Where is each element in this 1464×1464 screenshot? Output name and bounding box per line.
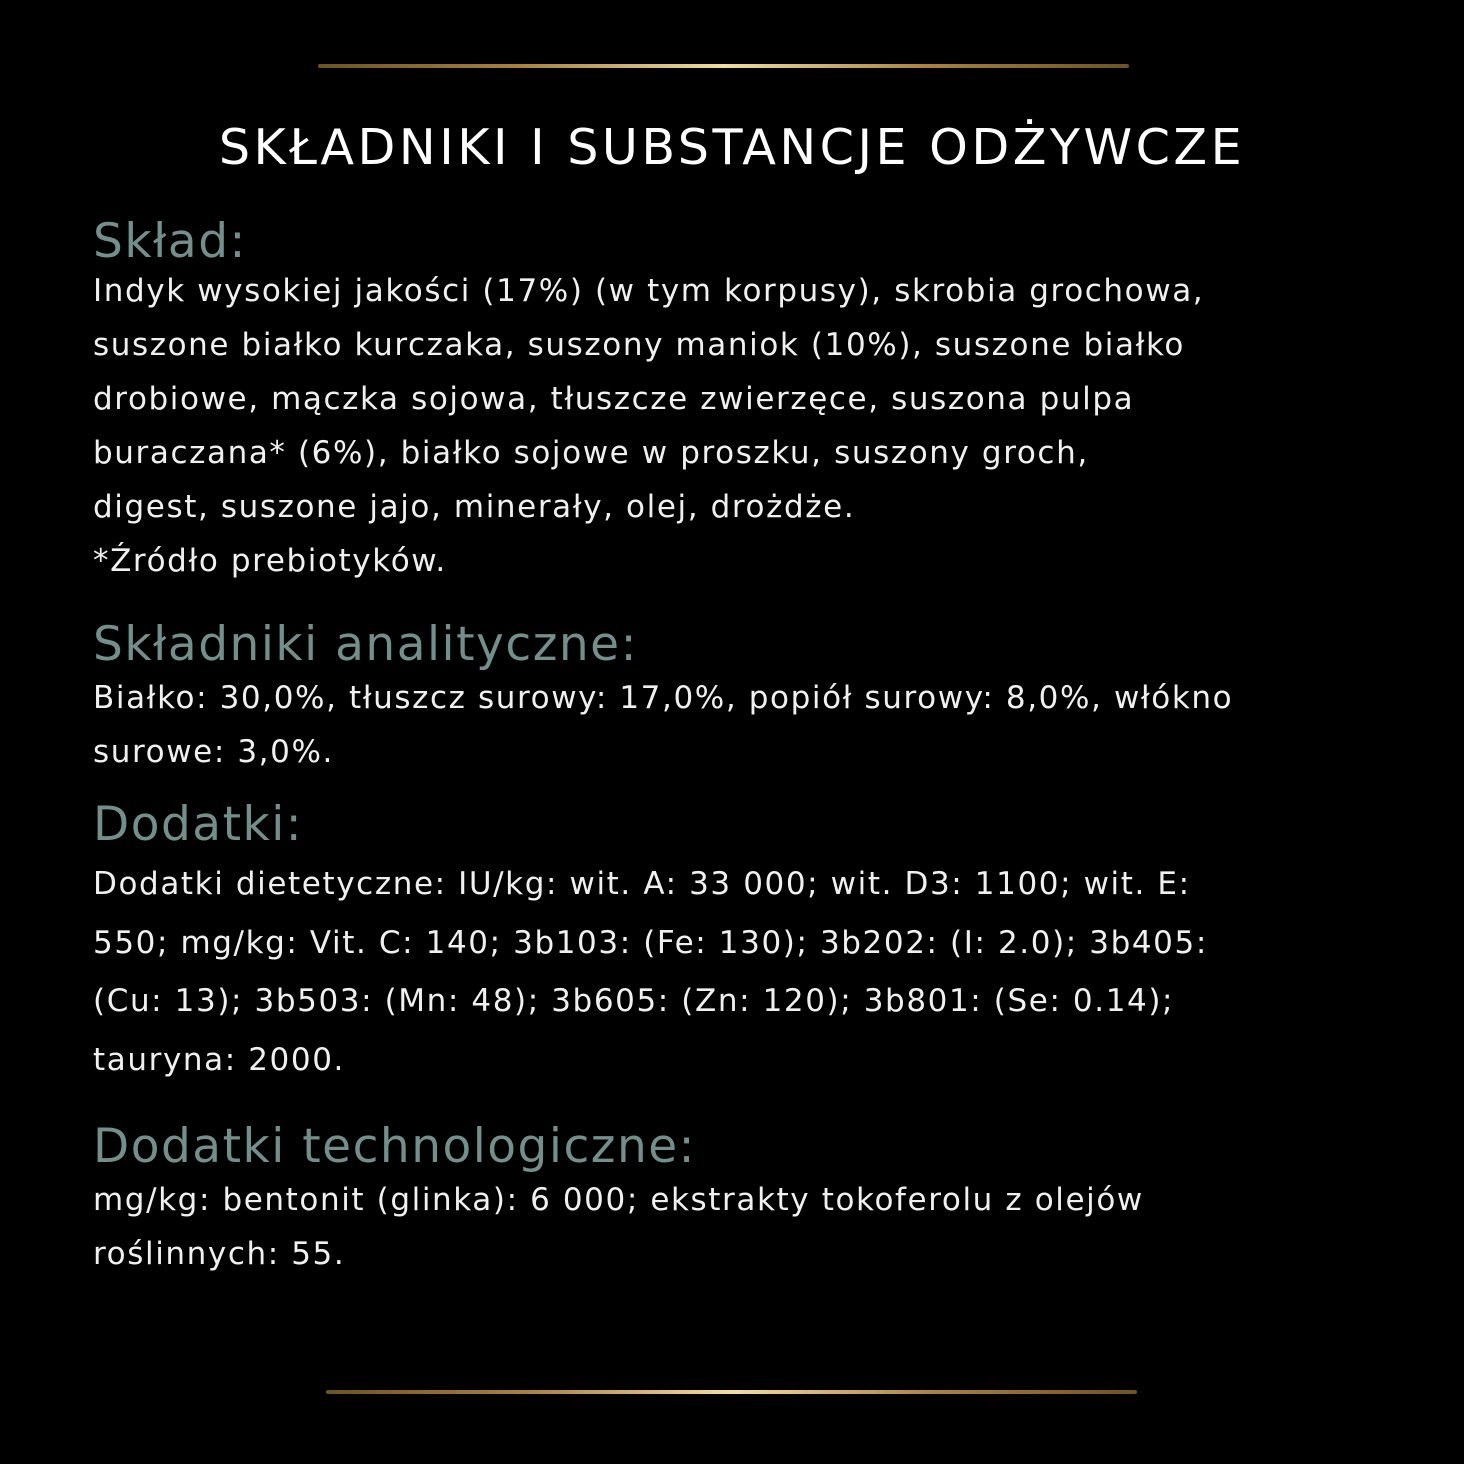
technological-line: roślinnych: 55. <box>93 1236 346 1272</box>
technological-additives-heading: Dodatki technologiczne: <box>93 1119 696 1174</box>
additives-heading: Dodatki: <box>93 797 304 852</box>
composition-line: suszone białko kurczaka, suszony maniok (10%), suszone białko <box>93 327 1185 363</box>
technological-additives-text <box>93 1173 1413 1281</box>
analytical-text <box>93 671 1413 779</box>
composition-line: buraczana* (6%), białko sojowe w proszku, suszony groch, <box>93 435 1089 471</box>
analytical-line: Białko: 30,0%, tłuszcz surowy: 17,0%, popiół surowy: 8,0%, włókno <box>93 680 1234 716</box>
additives-line: tauryna: 2000. <box>93 1041 345 1078</box>
technological-additives-section <box>93 1115 1413 1281</box>
additives-line: 550; mg/kg: Vit. C: 140; 3b103: (Fe: 130); 3b202: (I: 2.0); 3b405: <box>93 924 1208 961</box>
page-title: SKŁADNIKI I SUBSTANCJE ODŻYWCZE <box>218 118 1246 176</box>
top-gold-divider <box>318 64 1129 68</box>
composition-section <box>93 210 1413 588</box>
content-block <box>93 210 1413 1281</box>
composition-line: digest, suszone jajo, minerały, olej, drożdże. <box>93 489 856 525</box>
composition-line: Indyk wysokiej jakości (17%) (w tym korpusy), skrobia grochowa, <box>93 273 1205 309</box>
additives-line: (Cu: 13); 3b503: (Mn: 48); 3b605: (Zn: 120); 3b801: (Se: 0.14); <box>93 983 1175 1019</box>
composition-footnote: *Źródło prebiotyków. <box>93 543 447 579</box>
analytical-heading: Składniki analityczne: <box>93 617 638 672</box>
additives-line: Dodatki dietetyczne: IU/kg: wit. A: 33 000; wit. D3: 1100; wit. E: <box>93 866 1191 902</box>
technological-line: mg/kg: bentonit (glinka): 6 000; ekstrakty tokoferolu z olejów <box>93 1182 1144 1218</box>
composition-text <box>93 264 1413 588</box>
analytical-line: surowe: 3,0%. <box>93 734 334 770</box>
bottom-gold-divider <box>326 1390 1137 1394</box>
composition-line: drobiowe, mączka sojowa, tłuszcze zwierzęce, suszona pulpa <box>93 381 1135 417</box>
additives-text <box>93 855 1413 1089</box>
composition-heading: Skład: <box>93 214 247 269</box>
analytical-section <box>93 613 1413 779</box>
additives-section <box>93 793 1413 1089</box>
